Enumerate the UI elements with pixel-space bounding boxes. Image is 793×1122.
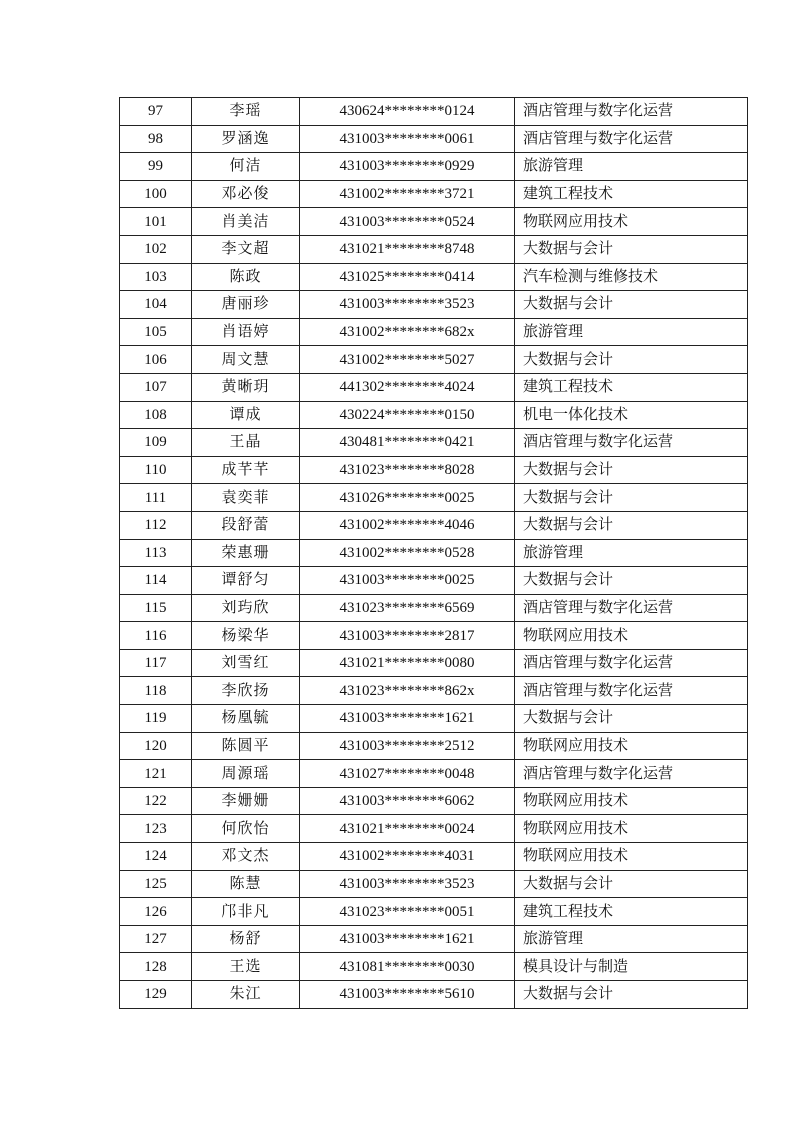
student-name-cell: 谭成 — [192, 401, 300, 429]
id-number-cell: 430481********0421 — [300, 429, 515, 457]
student-name-cell: 周文慧 — [192, 346, 300, 374]
row-number-cell: 115 — [120, 594, 192, 622]
row-number-cell: 124 — [120, 843, 192, 871]
table-row — [120, 732, 748, 760]
major-cell: 旅游管理 — [515, 925, 748, 953]
id-number-cell: 431003********0061 — [300, 125, 515, 153]
table-row — [120, 539, 748, 567]
row-number-cell: 113 — [120, 539, 192, 567]
student-name-cell: 肖语婷 — [192, 318, 300, 346]
table-row — [120, 401, 748, 429]
id-number-cell: 431003********3523 — [300, 870, 515, 898]
table-row — [120, 622, 748, 650]
row-number-cell: 100 — [120, 180, 192, 208]
student-name-cell: 刘雪红 — [192, 649, 300, 677]
id-number-cell: 431002********4031 — [300, 843, 515, 871]
table-row — [120, 291, 748, 319]
id-number-cell: 431002********3721 — [300, 180, 515, 208]
major-cell: 大数据与会计 — [515, 981, 748, 1009]
major-cell: 物联网应用技术 — [515, 622, 748, 650]
table-row — [120, 870, 748, 898]
row-number-cell: 128 — [120, 953, 192, 981]
major-cell: 建筑工程技术 — [515, 898, 748, 926]
id-number-cell: 431023********6569 — [300, 594, 515, 622]
id-number-cell: 431003********5610 — [300, 981, 515, 1009]
table-row — [120, 318, 748, 346]
student-name-cell: 朱江 — [192, 981, 300, 1009]
id-number-cell: 431003********3523 — [300, 291, 515, 319]
student-name-cell: 谭舒匀 — [192, 567, 300, 595]
row-number-cell: 103 — [120, 263, 192, 291]
id-number-cell: 431023********0051 — [300, 898, 515, 926]
table-row — [120, 843, 748, 871]
major-cell: 大数据与会计 — [515, 235, 748, 263]
row-number-cell: 122 — [120, 787, 192, 815]
table-row — [120, 125, 748, 153]
table-row — [120, 677, 748, 705]
row-number-cell: 109 — [120, 429, 192, 457]
id-number-cell: 431002********682x — [300, 318, 515, 346]
table-row — [120, 981, 748, 1009]
student-name-cell: 罗涵逸 — [192, 125, 300, 153]
row-number-cell: 119 — [120, 705, 192, 733]
table-row — [120, 484, 748, 512]
student-name-cell: 邓必俊 — [192, 180, 300, 208]
id-number-cell: 431025********0414 — [300, 263, 515, 291]
id-number-cell: 431081********0030 — [300, 953, 515, 981]
id-number-cell: 431027********0048 — [300, 760, 515, 788]
major-cell: 大数据与会计 — [515, 291, 748, 319]
id-number-cell: 431003********2817 — [300, 622, 515, 650]
student-name-cell: 陈慧 — [192, 870, 300, 898]
row-number-cell: 127 — [120, 925, 192, 953]
table-row — [120, 925, 748, 953]
major-cell: 物联网应用技术 — [515, 787, 748, 815]
row-number-cell: 105 — [120, 318, 192, 346]
major-cell: 大数据与会计 — [515, 456, 748, 484]
row-number-cell: 112 — [120, 511, 192, 539]
major-cell: 大数据与会计 — [515, 567, 748, 595]
row-number-cell: 110 — [120, 456, 192, 484]
student-name-cell: 陈圆平 — [192, 732, 300, 760]
major-cell: 酒店管理与数字化运营 — [515, 677, 748, 705]
student-name-cell: 何洁 — [192, 153, 300, 181]
id-number-cell: 431021********0024 — [300, 815, 515, 843]
major-cell: 建筑工程技术 — [515, 373, 748, 401]
major-cell: 物联网应用技术 — [515, 815, 748, 843]
student-name-cell: 李瑶 — [192, 98, 300, 126]
table-row — [120, 511, 748, 539]
major-cell: 大数据与会计 — [515, 705, 748, 733]
table-row — [120, 373, 748, 401]
row-number-cell: 121 — [120, 760, 192, 788]
major-cell: 旅游管理 — [515, 539, 748, 567]
major-cell: 酒店管理与数字化运营 — [515, 98, 748, 126]
table-row — [120, 429, 748, 457]
student-name-cell: 陈政 — [192, 263, 300, 291]
major-cell: 物联网应用技术 — [515, 732, 748, 760]
table-row — [120, 649, 748, 677]
major-cell: 大数据与会计 — [515, 870, 748, 898]
major-cell: 机电一体化技术 — [515, 401, 748, 429]
row-number-cell: 102 — [120, 235, 192, 263]
major-cell: 建筑工程技术 — [515, 180, 748, 208]
major-cell: 模具设计与制造 — [515, 953, 748, 981]
row-number-cell: 98 — [120, 125, 192, 153]
row-number-cell: 114 — [120, 567, 192, 595]
table-row — [120, 180, 748, 208]
major-cell: 汽车检测与维修技术 — [515, 263, 748, 291]
id-number-cell: 431002********4046 — [300, 511, 515, 539]
id-number-cell: 430624********0124 — [300, 98, 515, 126]
student-table-body — [120, 98, 748, 1009]
row-number-cell: 106 — [120, 346, 192, 374]
row-number-cell: 99 — [120, 153, 192, 181]
student-name-cell: 杨舒 — [192, 925, 300, 953]
major-cell: 旅游管理 — [515, 153, 748, 181]
id-number-cell: 431023********862x — [300, 677, 515, 705]
table-row — [120, 153, 748, 181]
row-number-cell: 107 — [120, 373, 192, 401]
table-row — [120, 760, 748, 788]
table-row — [120, 456, 748, 484]
student-name-cell: 李欣扬 — [192, 677, 300, 705]
row-number-cell: 125 — [120, 870, 192, 898]
major-cell: 酒店管理与数字化运营 — [515, 594, 748, 622]
major-cell: 大数据与会计 — [515, 346, 748, 374]
student-name-cell: 李文超 — [192, 235, 300, 263]
major-cell: 物联网应用技术 — [515, 843, 748, 871]
student-name-cell: 袁奕菲 — [192, 484, 300, 512]
id-number-cell: 431003********1621 — [300, 925, 515, 953]
id-number-cell: 431021********8748 — [300, 235, 515, 263]
table-row — [120, 98, 748, 126]
student-name-cell: 李姗姗 — [192, 787, 300, 815]
student-name-cell: 何欣怡 — [192, 815, 300, 843]
row-number-cell: 123 — [120, 815, 192, 843]
student-name-cell: 王晶 — [192, 429, 300, 457]
major-cell: 酒店管理与数字化运营 — [515, 125, 748, 153]
id-number-cell: 431003********2512 — [300, 732, 515, 760]
row-number-cell: 111 — [120, 484, 192, 512]
table-row — [120, 208, 748, 236]
major-cell: 大数据与会计 — [515, 511, 748, 539]
id-number-cell: 431003********0524 — [300, 208, 515, 236]
table-row — [120, 705, 748, 733]
id-number-cell: 431021********0080 — [300, 649, 515, 677]
table-row — [120, 567, 748, 595]
student-name-cell: 段舒蕾 — [192, 511, 300, 539]
table-row — [120, 263, 748, 291]
student-name-cell: 肖美洁 — [192, 208, 300, 236]
student-name-cell: 成芊芊 — [192, 456, 300, 484]
student-name-cell: 唐丽珍 — [192, 291, 300, 319]
row-number-cell: 104 — [120, 291, 192, 319]
major-cell: 酒店管理与数字化运营 — [515, 429, 748, 457]
row-number-cell: 126 — [120, 898, 192, 926]
id-number-cell: 431002********5027 — [300, 346, 515, 374]
student-name-cell: 黄晰玥 — [192, 373, 300, 401]
major-cell: 酒店管理与数字化运营 — [515, 649, 748, 677]
row-number-cell: 120 — [120, 732, 192, 760]
id-number-cell: 431003********1621 — [300, 705, 515, 733]
id-number-cell: 441302********4024 — [300, 373, 515, 401]
student-name-cell: 刘玙欣 — [192, 594, 300, 622]
major-cell: 大数据与会计 — [515, 484, 748, 512]
row-number-cell: 116 — [120, 622, 192, 650]
student-name-cell: 杨梁华 — [192, 622, 300, 650]
id-number-cell: 431003********0929 — [300, 153, 515, 181]
table-row — [120, 346, 748, 374]
major-cell: 旅游管理 — [515, 318, 748, 346]
row-number-cell: 129 — [120, 981, 192, 1009]
student-name-cell: 王选 — [192, 953, 300, 981]
id-number-cell: 431003********0025 — [300, 567, 515, 595]
student-table — [119, 97, 748, 1009]
table-row — [120, 898, 748, 926]
student-name-cell: 荣惠珊 — [192, 539, 300, 567]
student-name-cell: 邝非凡 — [192, 898, 300, 926]
id-number-cell: 430224********0150 — [300, 401, 515, 429]
row-number-cell: 97 — [120, 98, 192, 126]
row-number-cell: 108 — [120, 401, 192, 429]
major-cell: 物联网应用技术 — [515, 208, 748, 236]
id-number-cell: 431026********0025 — [300, 484, 515, 512]
table-row — [120, 594, 748, 622]
table-row — [120, 787, 748, 815]
student-name-cell: 邓文杰 — [192, 843, 300, 871]
id-number-cell: 431002********0528 — [300, 539, 515, 567]
table-row — [120, 815, 748, 843]
major-cell: 酒店管理与数字化运营 — [515, 760, 748, 788]
table-row — [120, 953, 748, 981]
student-name-cell: 周源瑶 — [192, 760, 300, 788]
row-number-cell: 117 — [120, 649, 192, 677]
student-name-cell: 杨凰毓 — [192, 705, 300, 733]
row-number-cell: 118 — [120, 677, 192, 705]
row-number-cell: 101 — [120, 208, 192, 236]
table-row — [120, 235, 748, 263]
id-number-cell: 431023********8028 — [300, 456, 515, 484]
id-number-cell: 431003********6062 — [300, 787, 515, 815]
